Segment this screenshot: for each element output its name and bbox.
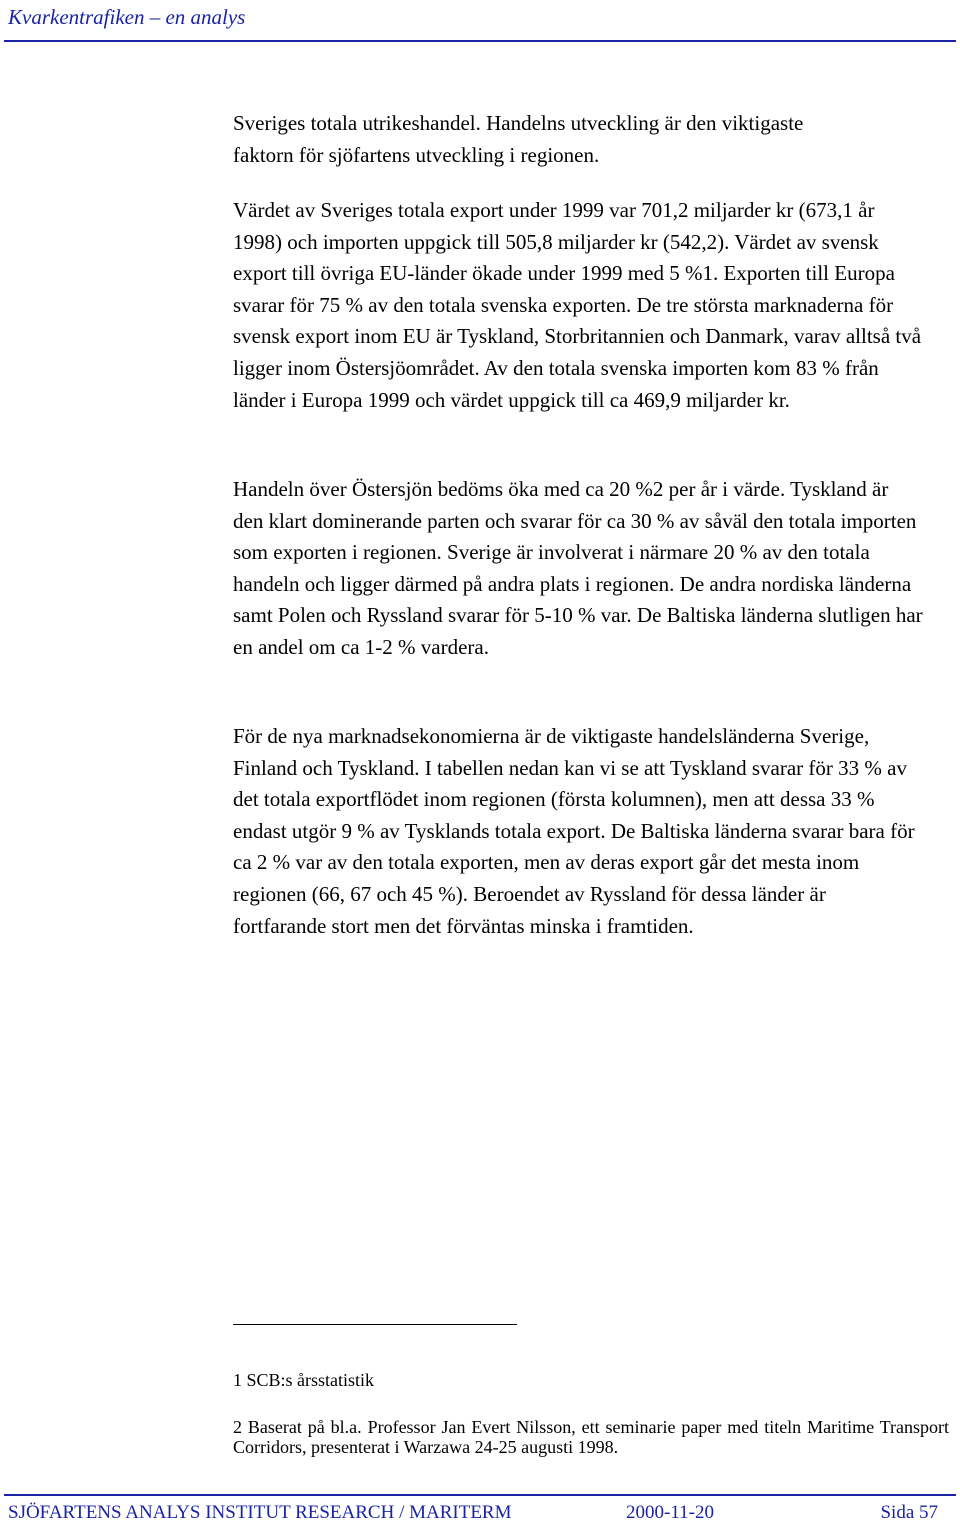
header-divider [4, 40, 956, 42]
footnote-1: 1 SCB:s årsstatistik [233, 1370, 375, 1390]
footer-page-number: Sida 57 [880, 1502, 938, 1523]
footnote-2: 2 Baserat på bl.a. Professor Jan Evert Nilsson, ett seminarie paper med titeln Maritime Transport Corridors, presenterat i Warzawa 24-25 augusti 1998. [233, 1417, 949, 1457]
paragraph-swedish-trade: Värdet av Sveriges totala export under 1999 var 701,2 miljarder kr (673,1 år 1998) och importen uppgick till 505,8 miljarder kr (542,2). Värdet av svensk export till övriga EU-länder ökade under 1999 med 5 %1. Exporten till Europa svarar för 75 % av den totala svenska exporten. De tre största marknaderna för svensk export inom EU är Tyskland, Storbritannien och Danmark, varav alltså två ligger inom Östersjöområdet. Av den totala svenska importen kom 83 % från länder i Europa 1999 och värdet uppgick till ca 469,9 miljarder kr. [233, 198, 922, 412]
paragraph-intro: Sveriges totala utrikeshandel. Handelns utveckling är den viktigaste faktorn för sjöfartens utveckling i regionen. [233, 111, 804, 167]
footer-divider [4, 1494, 956, 1496]
footnote-divider [233, 1324, 517, 1325]
footer-date: 2000-11-20 [626, 1502, 714, 1523]
document-title: Kvarkentrafiken – en analys [8, 5, 246, 29]
paragraph-market-economies: För de nya marknadsekonomierna är de viktigaste handelsländerna Sverige, Finland och Tyskland. I tabellen nedan kan vi se att Tyskland svarar för 33 % av det totala exportflödet inom regionen (första kolumnen), men att dessa 33 % endast utgör 9 % av Tysklands totala export. De Baltiska länderna svarar bara för ca 2 % var av den totala exporten, men av deras export går det mesta inom regionen (66, 67 och 45 %). Beroendet av Ryssland för dessa länder är fortfarande stort men det förväntas minska i framtiden. [233, 724, 915, 938]
paragraph-baltic-trade: Handeln över Östersjön bedöms öka med ca 20 %2 per år i värde. Tyskland är den klart dominerande parten och svarar för ca 30 % av såväl den totala importen som exporten i regionen. Sverige är involverat i närmare 20 % av den totala handeln och ligger därmed på andra plats i regionen. De andra nordiska länderna samt Polen och Ryssland svarar för 5-10 % var. De Baltiska länderna slutligen har en andel om ca 1-2 % vardera. [233, 477, 923, 659]
footer-publisher: SJÖFARTENS ANALYS INSTITUT RESEARCH / MARITERM [8, 1502, 512, 1523]
